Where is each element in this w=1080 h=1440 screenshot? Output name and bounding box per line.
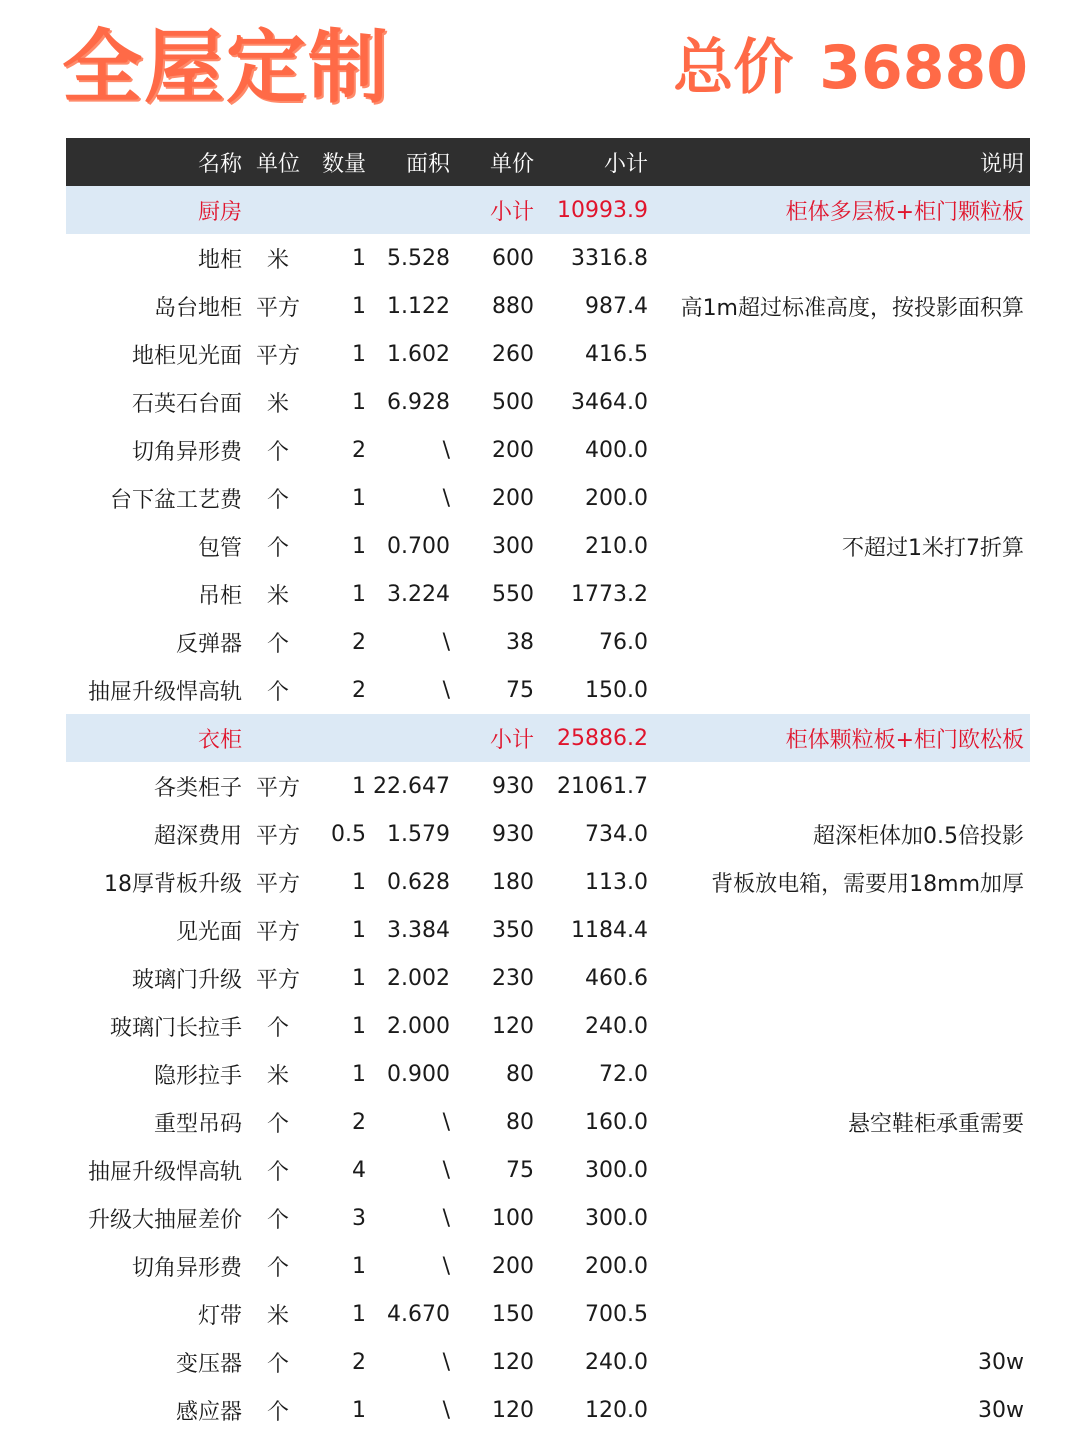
cell-price: 200 — [492, 1253, 534, 1279]
cell-subtotal: 300.0 — [585, 1205, 648, 1231]
cell-qty: 1 — [352, 1301, 366, 1327]
cell-name: 重型吊码 — [153, 1111, 242, 1137]
cell-unit: 个 — [266, 631, 289, 657]
cell-qty: 1 — [352, 773, 366, 799]
cell-name: 超深费用 — [153, 823, 242, 849]
cell-qty: 1 — [352, 341, 366, 367]
cell-area: 0.628 — [387, 869, 450, 895]
cell-unit: 平方 — [255, 871, 300, 897]
cell-note: 不超过1米打7折算 — [842, 535, 1024, 561]
cell-area: \ — [442, 1157, 450, 1183]
cell-price: 120 — [492, 1349, 534, 1375]
cell-price: 300 — [492, 533, 534, 559]
cell-qty: 2 — [352, 437, 366, 463]
cell-unit: 米 — [266, 583, 289, 609]
table-row — [66, 570, 1030, 618]
cell-unit: 米 — [266, 391, 289, 417]
cell-price: 150 — [492, 1301, 534, 1327]
cell-subtotal: 460.6 — [585, 965, 648, 991]
cell-price: 550 — [492, 581, 534, 607]
cell-price: 100 — [492, 1205, 534, 1231]
table-row — [66, 858, 1030, 906]
cell-price: 500 — [492, 389, 534, 415]
cell-unit: 米 — [266, 1303, 289, 1329]
cell-subtotal: 150.0 — [585, 677, 648, 703]
header-price: 单价 — [489, 151, 534, 177]
cell-name: 台下盆工艺费 — [109, 487, 242, 513]
cell-subtotal: 160.0 — [585, 1109, 648, 1135]
cell-area: 2.000 — [387, 1013, 450, 1039]
table-row — [66, 522, 1030, 570]
cell-price: 180 — [492, 869, 534, 895]
cell-subtotal: 3316.8 — [571, 245, 648, 271]
cell-qty: 1 — [352, 293, 366, 319]
cell-name: 各类柜子 — [153, 775, 242, 801]
cell-price: 200 — [492, 485, 534, 511]
cell-area: 1.602 — [387, 341, 450, 367]
cell-qty: 4 — [352, 1157, 366, 1183]
cell-name: 岛台地柜 — [153, 295, 242, 321]
cell-price: 80 — [506, 1109, 534, 1135]
cell-unit: 个 — [266, 535, 289, 561]
cell-price: 120 — [492, 1013, 534, 1039]
table-row — [66, 234, 1030, 282]
cell-unit: 平方 — [255, 343, 300, 369]
cell-qty: 0.5 — [331, 821, 366, 847]
cell-note: 30w — [978, 1349, 1024, 1375]
cell-name: 玻璃门升级 — [131, 967, 242, 993]
table-header — [66, 138, 1030, 186]
cell-qty: 1 — [352, 1253, 366, 1279]
header-name: 名称 — [197, 151, 242, 177]
cell-name: 地柜见光面 — [131, 343, 242, 369]
cell-area: \ — [442, 485, 450, 511]
table-row — [66, 474, 1030, 522]
cell-area: 3.384 — [387, 917, 450, 943]
total-price-label: 总价 — [673, 33, 794, 103]
total-price — [673, 26, 1028, 110]
cell-qty: 1 — [352, 965, 366, 991]
cell-subtotal: 734.0 — [585, 821, 648, 847]
cell-name: 地柜 — [197, 247, 242, 273]
cell-unit: 平方 — [255, 823, 300, 849]
cell-subtotal: 700.5 — [585, 1301, 648, 1327]
table-row — [66, 282, 1030, 330]
cell-area: 5.528 — [387, 245, 450, 271]
section-subtotal: 25886.2 — [557, 725, 648, 751]
cell-subtotal: 1773.2 — [571, 581, 648, 607]
cell-unit: 平方 — [255, 967, 300, 993]
table-row — [66, 1386, 1030, 1434]
cell-unit: 米 — [266, 1063, 289, 1089]
cell-area: \ — [442, 1253, 450, 1279]
cell-name: 灯带 — [197, 1303, 242, 1329]
cell-unit: 个 — [266, 1159, 289, 1185]
cell-price: 200 — [492, 437, 534, 463]
cell-area: \ — [442, 677, 450, 703]
cell-area: 6.928 — [387, 389, 450, 415]
cell-qty: 3 — [352, 1205, 366, 1231]
cell-subtotal: 21061.7 — [557, 773, 648, 799]
table-row — [66, 618, 1030, 666]
cell-subtotal: 120.0 — [585, 1397, 648, 1423]
section-subtotal-label: 小计 — [489, 199, 534, 225]
cell-area: \ — [442, 437, 450, 463]
header-unit: 单位 — [255, 151, 300, 177]
table-row — [66, 1290, 1030, 1338]
cell-qty: 1 — [352, 1013, 366, 1039]
cell-unit: 个 — [266, 487, 289, 513]
cell-price: 930 — [492, 773, 534, 799]
cell-name: 玻璃门长拉手 — [109, 1015, 242, 1041]
cell-area: 22.647 — [373, 773, 450, 799]
cell-unit: 平方 — [255, 775, 300, 801]
section-row — [66, 186, 1030, 234]
cell-name: 抽屉升级悍高轨 — [87, 1159, 242, 1185]
table-row — [66, 1146, 1030, 1194]
cell-area: 1.579 — [387, 821, 450, 847]
header-note: 说明 — [979, 151, 1024, 177]
cell-area: 1.122 — [387, 293, 450, 319]
cell-area: \ — [442, 1109, 450, 1135]
cell-unit: 个 — [266, 1207, 289, 1233]
cell-note: 悬空鞋柜承重需要 — [847, 1111, 1024, 1137]
cell-unit: 米 — [266, 247, 289, 273]
cell-unit: 平方 — [255, 919, 300, 945]
cell-name: 感应器 — [175, 1399, 242, 1425]
cell-name: 切角异形费 — [131, 1255, 242, 1281]
cell-qty: 2 — [352, 677, 366, 703]
cell-subtotal: 987.4 — [585, 293, 648, 319]
cell-unit: 个 — [266, 1015, 289, 1041]
total-price-value: 36880 — [819, 33, 1028, 103]
cell-area: 4.670 — [387, 1301, 450, 1327]
cell-subtotal: 300.0 — [585, 1157, 648, 1183]
cell-note: 背板放电箱，需要用18mm加厚 — [711, 871, 1024, 897]
cell-unit: 个 — [266, 1351, 289, 1377]
cell-qty: 1 — [352, 917, 366, 943]
table-row — [66, 1050, 1030, 1098]
table-row — [66, 666, 1030, 714]
cell-name: 切角异形费 — [131, 439, 242, 465]
cell-name: 升级大抽屉差价 — [87, 1207, 242, 1233]
header-qty: 数量 — [321, 151, 366, 177]
cell-unit: 平方 — [255, 295, 300, 321]
cell-area: \ — [442, 1205, 450, 1231]
cell-price: 350 — [492, 917, 534, 943]
page-title: 全屋定制 — [62, 21, 390, 114]
cell-subtotal: 416.5 — [585, 341, 648, 367]
cell-name: 隐形拉手 — [153, 1063, 242, 1089]
cell-price: 880 — [492, 293, 534, 319]
table-row — [66, 330, 1030, 378]
table-row — [66, 426, 1030, 474]
table-row — [66, 810, 1030, 858]
cell-price: 600 — [492, 245, 534, 271]
section-name: 厨房 — [197, 199, 242, 225]
cell-qty: 1 — [352, 245, 366, 271]
table-row — [66, 1242, 1030, 1290]
section-row — [66, 714, 1030, 762]
cell-subtotal: 210.0 — [585, 533, 648, 559]
table-row — [66, 1338, 1030, 1386]
cell-subtotal: 240.0 — [585, 1013, 648, 1039]
cell-unit: 个 — [266, 439, 289, 465]
cell-area: 3.224 — [387, 581, 450, 607]
cell-subtotal: 400.0 — [585, 437, 648, 463]
cell-note: 超深柜体加0.5倍投影 — [813, 823, 1024, 849]
cell-price: 930 — [492, 821, 534, 847]
cell-name: 见光面 — [175, 919, 242, 945]
section-note: 柜体多层板+柜门颗粒板 — [785, 199, 1024, 225]
cell-qty: 2 — [352, 629, 366, 655]
cell-subtotal: 113.0 — [585, 869, 648, 895]
cell-area: 0.700 — [387, 533, 450, 559]
cell-subtotal: 3464.0 — [571, 389, 648, 415]
cell-price: 230 — [492, 965, 534, 991]
cell-name: 18厚背板升级 — [104, 871, 242, 897]
table-row — [66, 954, 1030, 1002]
cell-price: 120 — [492, 1397, 534, 1423]
cell-subtotal: 200.0 — [585, 485, 648, 511]
cell-area: \ — [442, 1349, 450, 1375]
cell-qty: 1 — [352, 1397, 366, 1423]
cell-price: 80 — [506, 1061, 534, 1087]
cell-price: 38 — [506, 629, 534, 655]
cell-area: \ — [442, 629, 450, 655]
cell-subtotal: 72.0 — [599, 1061, 648, 1087]
cell-name: 包管 — [197, 535, 242, 561]
cell-qty: 1 — [352, 485, 366, 511]
cell-area: 0.900 — [387, 1061, 450, 1087]
cell-price: 75 — [506, 1157, 534, 1183]
cell-name: 抽屉升级悍高轨 — [87, 679, 242, 705]
cell-qty: 1 — [352, 389, 366, 415]
cell-price: 75 — [506, 677, 534, 703]
cell-subtotal: 1184.4 — [571, 917, 648, 943]
cell-name: 吊柜 — [197, 583, 242, 609]
cell-unit: 个 — [266, 1255, 289, 1281]
cell-name: 石英石台面 — [131, 391, 242, 417]
table-body — [66, 186, 1030, 1434]
cell-qty: 1 — [352, 533, 366, 559]
cell-subtotal: 240.0 — [585, 1349, 648, 1375]
section-subtotal: 10993.9 — [557, 197, 648, 223]
cell-qty: 1 — [352, 869, 366, 895]
cell-name: 变压器 — [175, 1351, 242, 1377]
cell-qty: 1 — [352, 1061, 366, 1087]
cell-area: \ — [442, 1397, 450, 1423]
table-row — [66, 1098, 1030, 1146]
cell-subtotal: 76.0 — [599, 629, 648, 655]
cell-note: 高1m超过标准高度，按投影面积算 — [680, 295, 1024, 321]
table-row — [66, 1194, 1030, 1242]
cell-area: 2.002 — [387, 965, 450, 991]
table-row — [66, 1002, 1030, 1050]
cell-unit: 个 — [266, 679, 289, 705]
cell-unit: 个 — [266, 1111, 289, 1137]
section-subtotal-label: 小计 — [489, 727, 534, 753]
header-subtotal: 小计 — [603, 151, 648, 177]
table-row — [66, 378, 1030, 426]
cell-subtotal: 200.0 — [585, 1253, 648, 1279]
cell-qty: 2 — [352, 1109, 366, 1135]
table-row — [66, 906, 1030, 954]
quote-table — [66, 138, 1030, 1434]
section-note: 柜体颗粒板+柜门欧松板 — [785, 727, 1024, 753]
cell-qty: 2 — [352, 1349, 366, 1375]
cell-price: 260 — [492, 341, 534, 367]
cell-qty: 1 — [352, 581, 366, 607]
cell-unit: 个 — [266, 1399, 289, 1425]
section-name: 衣柜 — [197, 727, 242, 753]
header-area: 面积 — [405, 151, 450, 177]
cell-name: 反弹器 — [175, 631, 242, 657]
cell-note: 30w — [978, 1397, 1024, 1423]
table-row — [66, 762, 1030, 810]
